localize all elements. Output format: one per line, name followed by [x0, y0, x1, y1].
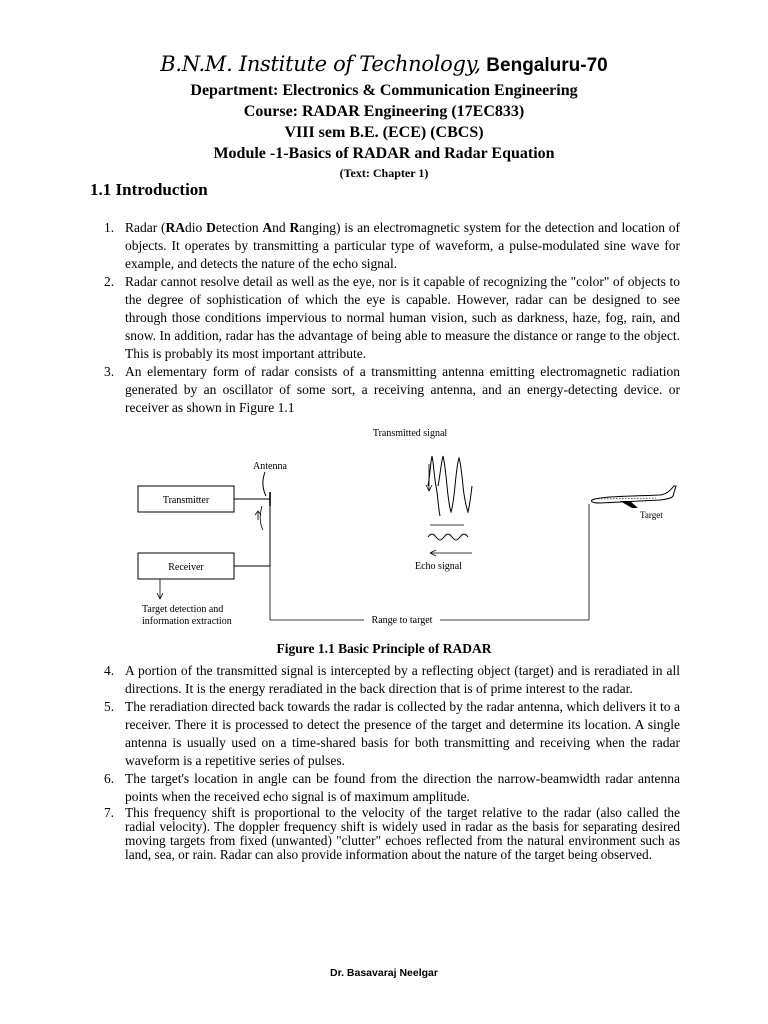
course-line: Course: RADAR Engineering (17EC833) — [243, 103, 525, 120]
antenna-pointer — [263, 472, 266, 496]
list-number: 2. — [104, 274, 115, 289]
list-item-5 — [104, 698, 680, 770]
echo-signal-label: Echo signal — [415, 561, 462, 572]
list-number: 4. — [104, 663, 115, 678]
detection-label-2: information extraction — [142, 616, 232, 627]
department-line: Department: Electronics & Communication Engineering — [190, 82, 578, 99]
module-line: Module -1-Basics of RADAR and Radar Equation — [213, 145, 555, 162]
list-text: The target's location in angle can be found from the direction the narrow-beamwidth radar antenna points when the received echo signal is of maximum amplitude. — [125, 771, 680, 804]
antenna-label: Antenna — [253, 461, 287, 472]
list-item-7 — [104, 806, 680, 862]
list-text: A portion of the transmitted signal is intercepted by a reflecting object (target) and is reradiated in all directions. It is the energy reradiated in the back direction that is of prime interest to the radar. — [125, 663, 680, 696]
list-text: An elementary form of radar consists of a transmitting antenna emitting electromagnetic radiation generated by an oscillator of some sort, a receiving antenna, and an energy-detecting device. or receiver as shown in Figure 1.1 — [125, 364, 680, 415]
list-number: 7. — [104, 805, 114, 820]
institute-title — [0, 50, 768, 80]
list-top — [104, 219, 680, 417]
list-number: 3. — [104, 364, 115, 379]
list-bottom — [104, 662, 680, 862]
echo-wave — [428, 534, 468, 540]
institute-city: Bengaluru-70 — [486, 55, 608, 76]
transmitter-label: Transmitter — [162, 495, 210, 506]
rx-arrow — [260, 506, 263, 530]
institute-name: B.N.M. Institute of Technology, — [160, 52, 481, 76]
target-label: Target — [640, 510, 663, 520]
list-item-2 — [104, 273, 680, 363]
list-item-4 — [104, 662, 680, 698]
transmitted-wave — [438, 456, 472, 512]
transmitted-signal-label: Transmitted signal — [372, 428, 448, 439]
list-item-6 — [104, 770, 680, 806]
list-number: 6. — [104, 771, 115, 786]
text-reference: (Text: Chapter 1) — [339, 166, 429, 180]
section-heading: 1.1 Introduction — [90, 180, 208, 199]
airplane-icon — [591, 486, 676, 508]
echo-arrow — [430, 550, 472, 556]
list-text: Radar cannot resolve detail as well as the eye, nor is it capable of recognizing the "color" of objects to the degree of sophistication of which the eye is capable. However, radar can be designed to see through those conditions impervious to normal human vision, such as darkness, haze, fog, rain, and snow. In addition, radar has the advantage of being able to measure the distance or range to the object. This is probably its most important attribute. — [125, 274, 680, 361]
radar-diagram — [120, 420, 680, 632]
list-text: Radar (RAdio Detection And Ranging) is an electromagnetic system for the detection and location of objects. It operates by transmitting a particular type of waveform, a pulse-modulated sine wave for example, and detects the nature of the echo signal. — [125, 220, 681, 271]
list-item-3 — [104, 363, 680, 417]
list-number: 1. — [104, 220, 115, 235]
list-text: The reradiation directed back towards the radar is collected by the radar antenna, which delivers it to a receiver. There it is processed to detect the presence of the target and determine its location. A single antenna is usually used on a time-shared basis for both transmitting and receiving when the radar waveform is a repetitive series of pulses. — [125, 699, 680, 768]
range-label: Range to target — [371, 615, 433, 626]
detection-label-1: Target detection and — [142, 604, 224, 615]
list-number: 5. — [104, 699, 115, 714]
figure-caption: Figure 1.1 Basic Principle of RADAR — [276, 641, 492, 656]
receiver-label: Receiver — [168, 562, 204, 573]
list-item-1 — [104, 219, 680, 273]
radar-figure — [120, 420, 680, 632]
list-text: This frequency shift is proportional to the velocity of the target relative to the radar (also called the radial velocity). The doppler frequency shift is widely used in radar as the basis for separating desired moving targets from fixed (unwanted) "clutter" echoes reflected from the natural environment such as land, sea, or rain. Radar can also provide information about the nature of the target being observed. — [125, 805, 680, 862]
page-footer: Dr. Basavaraj Neelgar — [330, 967, 438, 979]
semester-line: VIII sem B.E. (ECE) (CBCS) — [284, 124, 484, 141]
